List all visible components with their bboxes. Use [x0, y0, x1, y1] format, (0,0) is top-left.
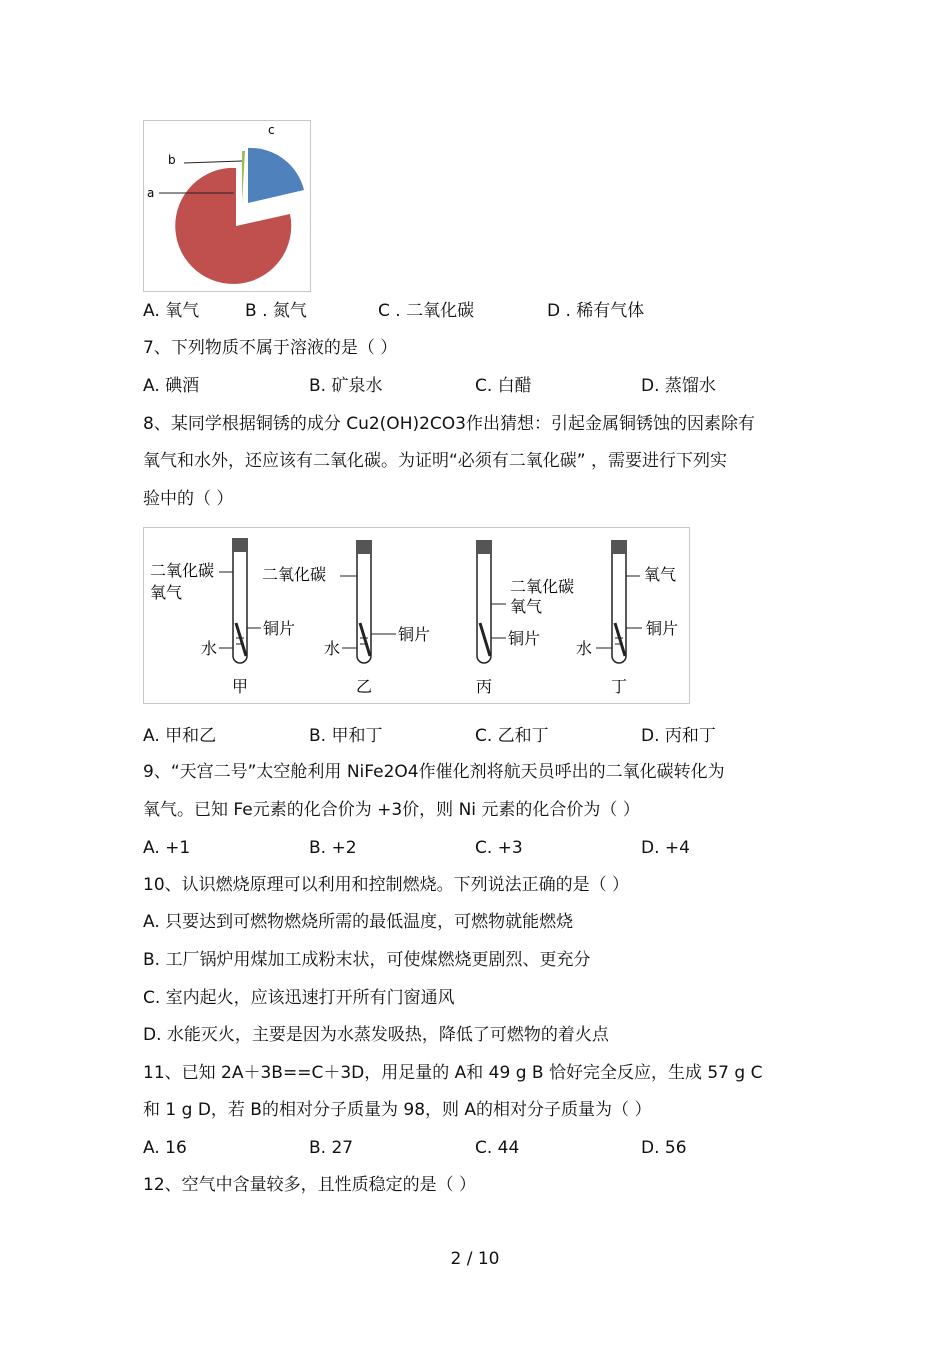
pie-label-b: b [168, 153, 176, 167]
q6-option-d: D . 稀有气体 [547, 301, 645, 321]
q11-option-b: B. 27 [309, 1138, 354, 1158]
q6-option-b: B . 氮气 [245, 301, 307, 321]
q7-option-c: C. 白醋 [475, 376, 532, 396]
tube-jia-solid: 铜片 [263, 619, 296, 638]
q9-option-b: B. +2 [309, 838, 357, 858]
tube-bing-gas: 二氧化碳 [510, 577, 575, 596]
q8-stem-line1: 8、某同学根据铜锈的成分 Cu2(OH)2CO3作出猜想：引起金属铜锈蚀的因素除有 [143, 414, 755, 434]
q10-option-d: D. 水能灭火，主要是因为水蒸发吸热，降低了可燃物的着火点 [143, 1025, 609, 1045]
q9-stem-line2: 氧气。已知 Fe元素的化合价为 +3价，则 Ni 元素的化合价为（ ） [143, 800, 640, 820]
q10-option-c: C. 室内起火，应该迅速打开所有门窗通风 [143, 988, 455, 1008]
q9-option-d: D. +4 [641, 838, 690, 858]
tube-jia-gas2: 氧气 [150, 583, 183, 602]
q7-option-b: B. 矿泉水 [309, 376, 383, 396]
q10-option-b: B. 工厂锅炉用煤加工成粉末状，可使煤燃烧更剧烈、更充分 [143, 950, 591, 970]
q8-stem-line2: 氧气和水外，还应该有二氧化碳。为证明“必须有二氧化碳” ，需要进行下列实 [143, 451, 728, 471]
q10-stem: 10、认识燃烧原理可以利用和控制燃烧。下列说法正确的是（ ） [143, 875, 630, 895]
tube-yi-gas: 二氧化碳 [262, 565, 327, 584]
q6-option-a: A. 氧气 [143, 301, 200, 321]
q8-stem-line3: 验中的（ ） [143, 489, 234, 509]
q11-option-a: A. 16 [143, 1138, 187, 1158]
q8-option-b: B. 甲和丁 [309, 726, 383, 746]
q9-option-a: A. +1 [143, 838, 191, 858]
q7-option-a: A. 碘酒 [143, 376, 200, 396]
q11-stem-line2: 和 1 g D，若 B的相对分子质量为 98，则 A的相对分子质量为（ ） [143, 1100, 652, 1120]
q8-option-c: C. 乙和丁 [475, 726, 549, 746]
tube-ding-solid: 铜片 [646, 619, 679, 638]
tube-bing-gas2: 氧气 [510, 597, 543, 616]
tube-jia-liquid: 水 [201, 639, 218, 658]
tube-yi-liquid: 水 [324, 639, 341, 658]
q7-option-d: D. 蒸馏水 [641, 376, 716, 396]
q9-stem-line1: 9、“天宫二号”太空舱利用 NiFe2O4作催化剂将航天员呼出的二氧化碳转化为 [143, 762, 725, 782]
pie-figure [143, 120, 311, 292]
pie-chart-svg [144, 121, 310, 291]
q6-option-c: C . 二氧化碳 [378, 301, 475, 321]
tube-jia [150, 538, 295, 696]
q11-option-c: C. 44 [475, 1138, 520, 1158]
q11-option-d: D. 56 [641, 1138, 687, 1158]
pie-label-a: a [147, 186, 155, 200]
tube-bing [476, 540, 574, 696]
tube-ding-gas: 氧气 [644, 565, 677, 584]
test-tube-figure [143, 527, 690, 704]
pie-slice-b [242, 151, 245, 203]
pie-slice-c [248, 148, 304, 203]
tube-yi-solid: 铜片 [398, 625, 431, 644]
tube-ding [576, 540, 678, 696]
tube-bing-solid: 铜片 [508, 629, 541, 648]
test-tube-svg [144, 528, 689, 703]
tube-yi-name: 乙 [356, 677, 373, 696]
tube-jia-gas: 二氧化碳 [150, 561, 215, 580]
tube-ding-liquid: 水 [576, 639, 593, 658]
tube-yi [262, 540, 430, 696]
q8-option-d: D. 丙和丁 [641, 726, 716, 746]
q9-option-c: C. +3 [475, 838, 523, 858]
tube-jia-name: 甲 [232, 677, 249, 696]
q11-stem-line1: 11、已知 2A＋3B==C＋3D，用足量的 A和 49 g B 恰好完全反应，生成 57 g C [143, 1063, 763, 1083]
tube-bing-name: 丙 [476, 677, 493, 696]
pie-label-c: c [268, 123, 275, 137]
q12-stem: 12、空气中含量较多，且性质稳定的是（ ） [143, 1175, 477, 1195]
q10-option-a: A. 只要达到可燃物燃烧所需的最低温度，可燃物就能燃烧 [143, 912, 574, 932]
q7-stem: 7、下列物质不属于溶液的是（ ） [143, 338, 398, 358]
tube-ding-name: 丁 [611, 677, 628, 696]
q8-option-a: A. 甲和乙 [143, 726, 217, 746]
page-number: 2 / 10 [450, 1249, 500, 1269]
